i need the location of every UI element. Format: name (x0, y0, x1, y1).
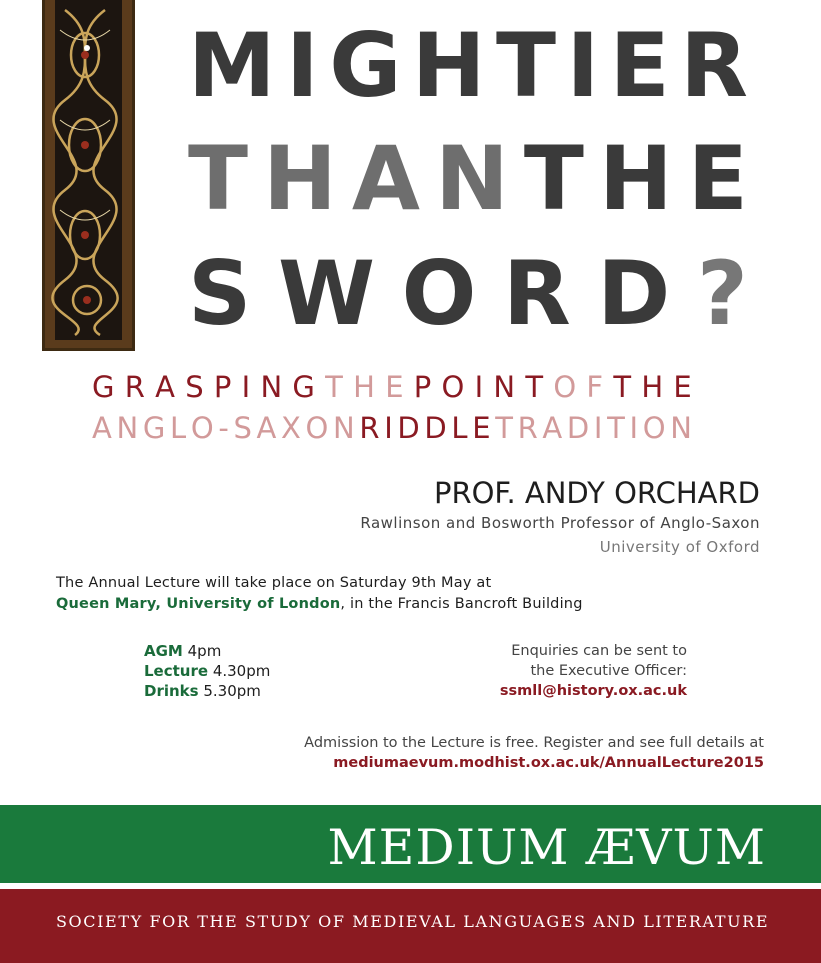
title-letter: H (599, 127, 673, 230)
enquiries (500, 641, 687, 701)
subtitle-letter: A (256, 411, 277, 445)
subtitle-letter: L (451, 411, 468, 445)
subtitle-letter: O (642, 411, 666, 445)
subtitle-letter: R (517, 411, 538, 445)
subtitle-letter: A (155, 370, 175, 404)
subtitle-letter: D (397, 411, 420, 445)
subtitle-letter: E (385, 370, 404, 404)
venue-building: , in the Francis Bancroft Building (340, 596, 583, 612)
subtitle-letter: N (260, 370, 283, 404)
title-letter: I (286, 14, 319, 117)
subtitle-letter: E (673, 370, 692, 404)
society-tagline: SOCIETY FOR THE STUDY OF MEDIEVAL LANGUAGES AND LITERATURE (56, 912, 770, 931)
title-letter: H (411, 14, 486, 117)
subtitle-letter: O (553, 370, 577, 404)
admission (304, 733, 764, 773)
title-letter: A (351, 127, 421, 230)
footer-tagline-band (0, 889, 821, 963)
venue-line-2 (56, 594, 583, 615)
enquiries-email-link[interactable]: ssmll@history.ox.ac.uk (499, 683, 687, 699)
subtitle-letter: I (241, 370, 251, 404)
subtitle-letter: H (641, 370, 664, 404)
schedule-item-lecture: Lecture 4.30pm (144, 662, 271, 680)
registration-url-link[interactable]: mediumaevum.modhist.ox.ac.uk/AnnualLecture2015 (333, 755, 764, 771)
subtitle-letter: I (384, 411, 393, 445)
subtitle-letter: N (333, 411, 355, 445)
subtitle-letter: P (213, 370, 232, 404)
title-letter: G (329, 14, 402, 117)
subtitle-letter: S (185, 370, 204, 404)
title-line-1 (188, 14, 748, 117)
title-line-3 (188, 242, 748, 345)
subtitle-letter: T (325, 370, 343, 404)
subtitle-letter: S (233, 411, 252, 445)
venue-place: Queen Mary, University of London (56, 596, 341, 612)
venue-text (56, 573, 583, 615)
enquiries-line-2: the Executive Officer: (530, 663, 687, 679)
title-letter: N (435, 127, 509, 230)
venue-line-1: The Annual Lecture will take place on Saturday 9th May at (56, 575, 492, 591)
subtitle-letter: G (292, 370, 315, 404)
subtitle-letter: P (413, 370, 432, 404)
subtitle-letter: O (441, 370, 465, 404)
subtitle-letter: T (495, 411, 513, 445)
title-letter: D (597, 242, 671, 345)
title-letter: H (263, 127, 337, 230)
title-letter: T (523, 127, 584, 230)
subtitle-letter: T (525, 370, 544, 404)
title-letter: E (687, 127, 748, 230)
subtitle-letter: N (670, 411, 692, 445)
subtitle-letter: N (493, 370, 516, 404)
title-letter: E (609, 14, 670, 117)
subtitle-letter: T (607, 411, 625, 445)
title-letter: M (188, 14, 276, 117)
subtitle-letter: L (170, 411, 187, 445)
schedule (144, 641, 270, 701)
subtitle-letter: E (472, 411, 491, 445)
title-letter: R (502, 242, 571, 345)
enquiries-line-1: Enquiries can be sent to (511, 643, 687, 659)
illuminated-border-image (42, 0, 135, 351)
subtitle-letter: A (542, 411, 563, 445)
title-line-2 (188, 127, 748, 230)
title-letter: W (277, 242, 376, 345)
subtitle-letter: A (92, 411, 112, 445)
admission-text: Admission to the Lecture is free. Register and see full details at (304, 735, 764, 751)
schedule-item-drinks: Drinks 5.30pm (144, 682, 261, 700)
medium-aevum-logo: MEDIUM ÆVUM (327, 819, 766, 876)
title-letter: T (495, 14, 556, 117)
title-question-mark: ? (696, 242, 748, 345)
subtitle-letter: - (218, 411, 229, 445)
subtitle-letter: G (92, 370, 115, 404)
footer-logo-band (0, 805, 821, 883)
subtitle-letter: O (305, 411, 329, 445)
subtitle-letter: D (566, 411, 590, 445)
subtitle-letter: I (474, 370, 484, 404)
subtitle-letter: R (359, 411, 380, 445)
subtitle-letter: H (353, 370, 375, 404)
subtitle-letter: T (613, 370, 632, 404)
title-letter: T (188, 127, 249, 230)
title-letter: O (401, 242, 477, 345)
subtitle-letter: G (142, 411, 166, 445)
subtitle-letter: I (629, 411, 639, 445)
subtitle-line-2 (92, 411, 692, 445)
subtitle-letter: R (124, 370, 145, 404)
speaker-name: PROF. ANDY ORCHARD (433, 476, 760, 510)
subtitle-letter: O (190, 411, 214, 445)
subtitle-letter: I (593, 411, 603, 445)
speaker-role: Rawlinson and Bosworth Professor of Anglo-Saxon (360, 514, 760, 532)
subtitle-letter: D (424, 411, 447, 445)
schedule-item-agm: AGM 4pm (144, 642, 222, 660)
subtitle-letter: N (116, 411, 139, 445)
speaker-institution: University of Oxford (599, 538, 760, 556)
subtitle-line-1 (92, 370, 692, 404)
subtitle-letter: F (586, 370, 604, 404)
title-letter: R (680, 14, 748, 117)
title-letter: S (188, 242, 252, 345)
title-letter: I (566, 14, 600, 117)
subtitle-letter: X (281, 411, 301, 445)
